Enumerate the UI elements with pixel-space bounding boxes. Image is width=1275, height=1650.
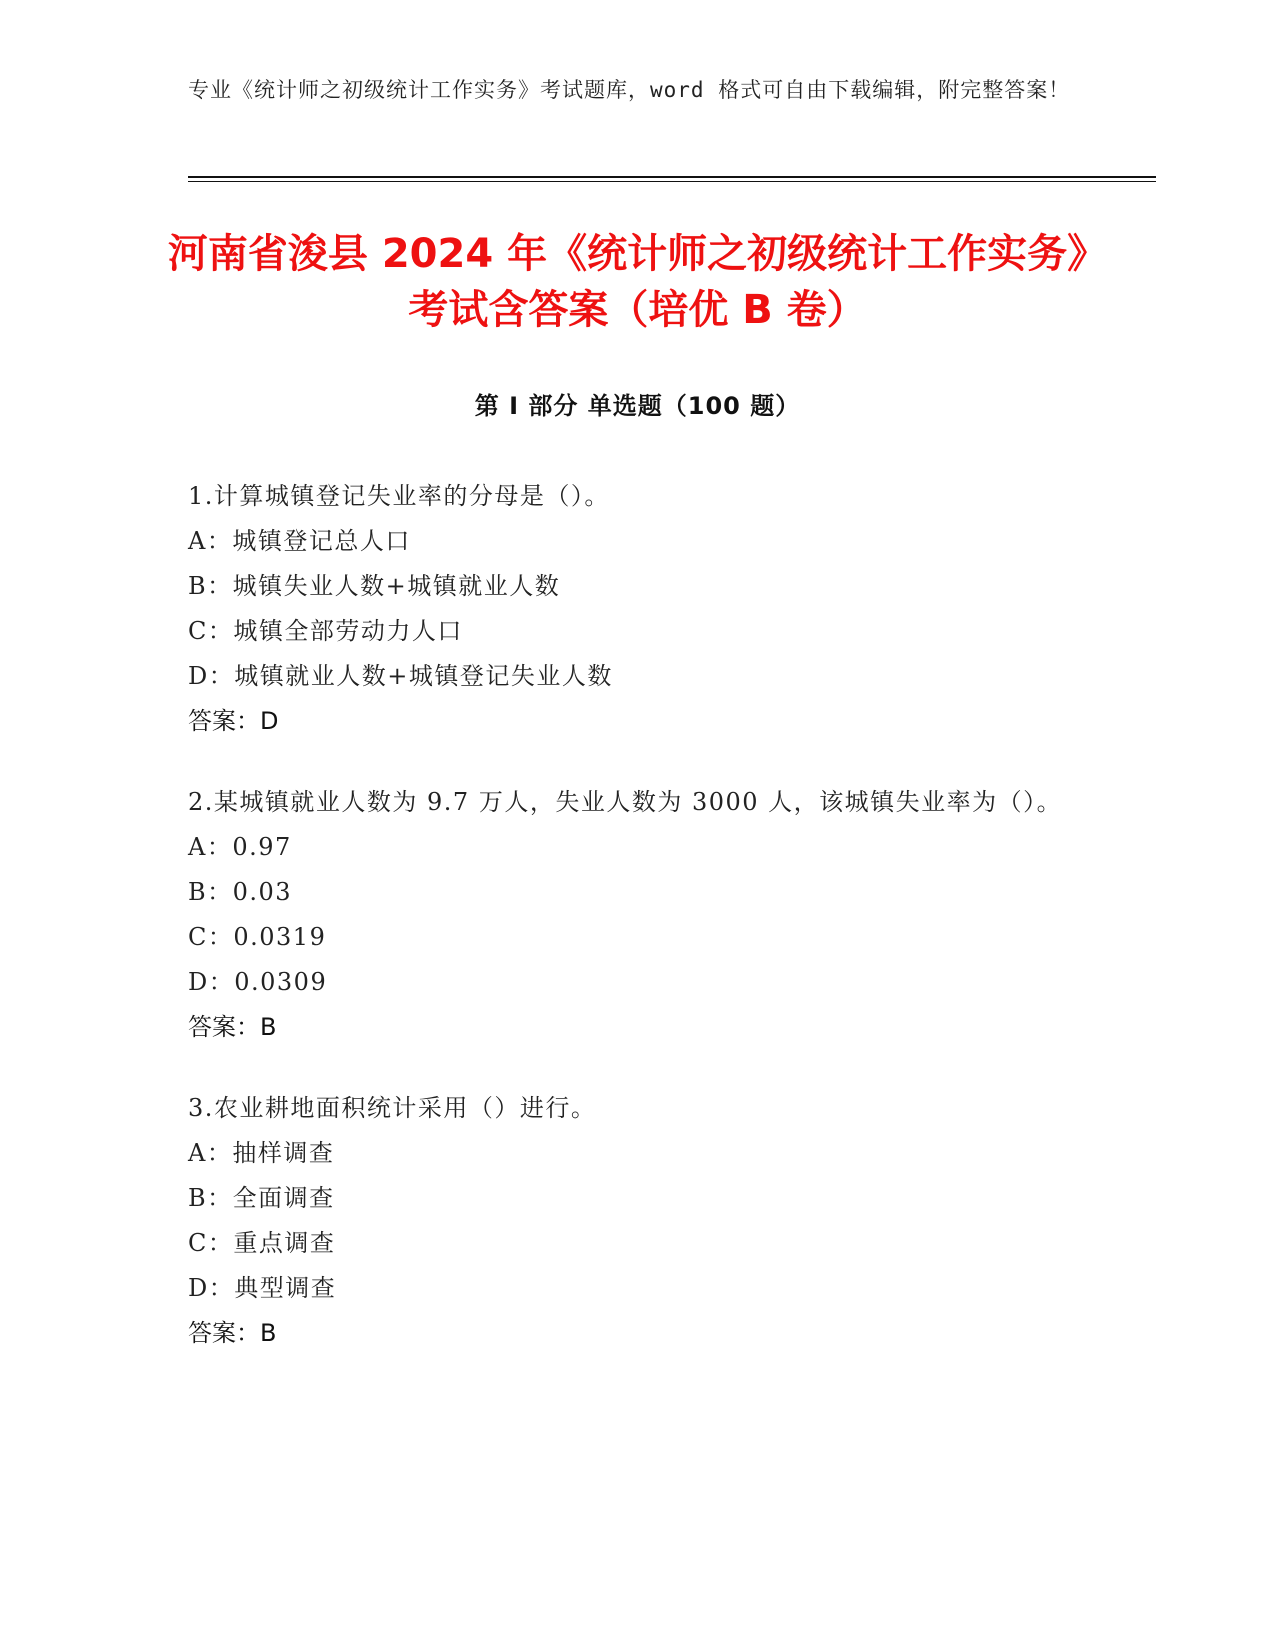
option-b: B：0.03 — [188, 878, 293, 906]
option-d: D：城镇就业人数+城镇登记失业人数 — [188, 662, 613, 690]
option-b: B：城镇失业人数+城镇就业人数 — [188, 572, 561, 600]
answer: 答案：B — [188, 1319, 277, 1347]
answer: 答案：D — [188, 707, 279, 735]
question-stem: 3.农业耕地面积统计采用（）进行。 — [188, 1094, 597, 1122]
header-divider-thick — [188, 176, 1156, 178]
question-stem: 2.某城镇就业人数为 9.7 万人，失业人数为 3000 人，该城镇失业率为（）。 — [188, 788, 1063, 816]
question-3 — [188, 1086, 1088, 1356]
header-divider-thin — [188, 181, 1156, 182]
option-d: D：0.0309 — [188, 968, 328, 996]
answer: 答案：B — [188, 1013, 277, 1041]
option-a: A：抽样调查 — [188, 1139, 335, 1167]
header-note: 专业《统计师之初级统计工作实务》考试题库，word 格式可自由下载编辑，附完整答案！ — [188, 78, 1071, 102]
option-a: A：城镇登记总人口 — [188, 527, 411, 555]
option-a: A：0.97 — [188, 833, 292, 861]
option-c: C：城镇全部劳动力人口 — [188, 617, 463, 645]
question-1 — [188, 474, 1088, 744]
option-d: D：典型调查 — [188, 1274, 337, 1302]
question-list — [188, 474, 1088, 1392]
option-c: C：重点调查 — [188, 1229, 336, 1257]
option-b: B：全面调查 — [188, 1184, 335, 1212]
option-c: C：0.0319 — [188, 923, 327, 951]
document-title: 河南省浚县 2024 年《统计师之初级统计工作实务》考试含答案（培优 B 卷） — [167, 231, 1108, 333]
section-title: 第 I 部分 单选题（100 题） — [474, 392, 801, 420]
question-2 — [188, 780, 1088, 1050]
question-stem: 1.计算城镇登记失业率的分母是（）。 — [188, 482, 610, 510]
